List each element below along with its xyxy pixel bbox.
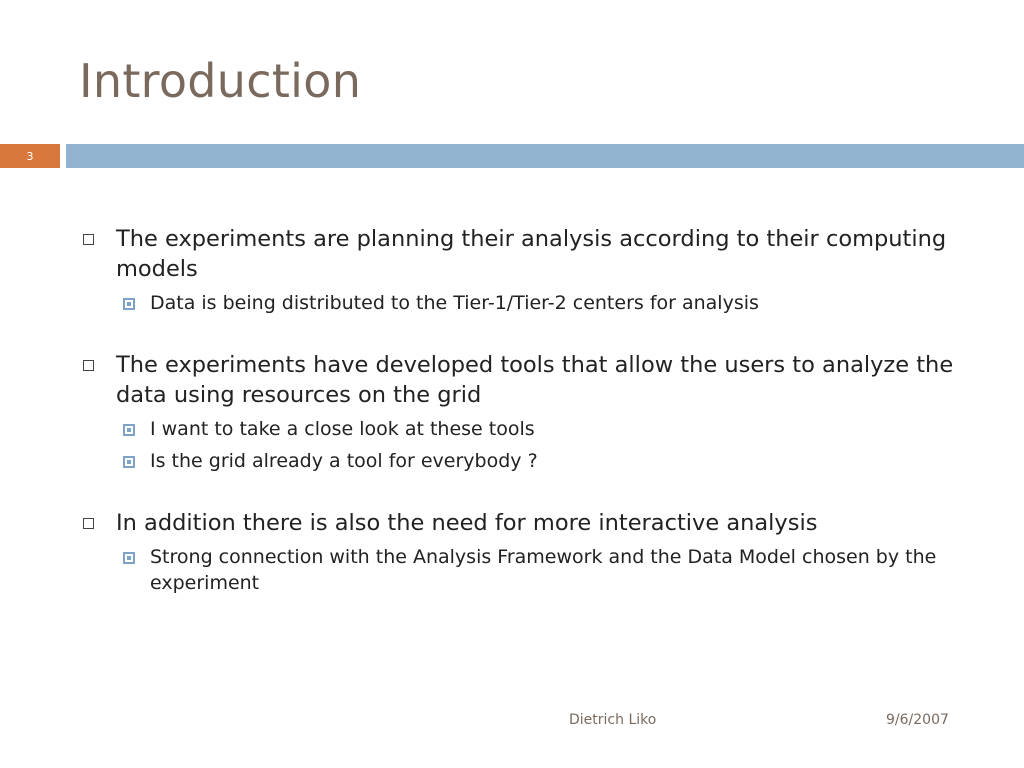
sub-bullet-text: I want to take a close look at these tools <box>150 418 535 440</box>
sub-bullet-item <box>80 448 980 474</box>
filled-square-icon <box>123 456 135 468</box>
bullet-text: The experiments have developed tools that allow the users to analyze the data using resources on the grid <box>116 352 954 408</box>
sub-bullet-text: Strong connection with the Analysis Framework and the Data Model chosen by the experiment <box>150 546 937 594</box>
sub-bullet-item <box>80 416 980 442</box>
sub-bullet-text: Data is being distributed to the Tier-1/Tier-2 centers for analysis <box>150 292 759 314</box>
sub-bullet-item <box>80 544 980 596</box>
sub-bullet-text: Is the grid already a tool for everybody ? <box>150 450 538 472</box>
hollow-square-icon <box>83 234 94 245</box>
filled-square-icon <box>123 298 135 310</box>
bullet-item <box>80 224 980 284</box>
hollow-square-icon <box>83 518 94 529</box>
footer-author: Dietrich Liko <box>569 712 657 728</box>
bullet-item <box>80 350 980 410</box>
title-band <box>66 144 1024 168</box>
filled-square-icon <box>123 552 135 564</box>
slide-title: Introduction <box>79 54 362 108</box>
bullet-list <box>80 224 980 596</box>
bullet-item <box>80 508 980 538</box>
sub-bullet-item <box>80 290 980 316</box>
footer-date: 9/6/2007 <box>886 712 949 728</box>
bullet-text: In addition there is also the need for more interactive analysis <box>116 510 818 536</box>
bullet-text: The experiments are planning their analysis according to their computing models <box>116 226 947 282</box>
slide-number: 3 <box>0 144 60 168</box>
hollow-square-icon <box>83 360 94 371</box>
filled-square-icon <box>123 424 135 436</box>
